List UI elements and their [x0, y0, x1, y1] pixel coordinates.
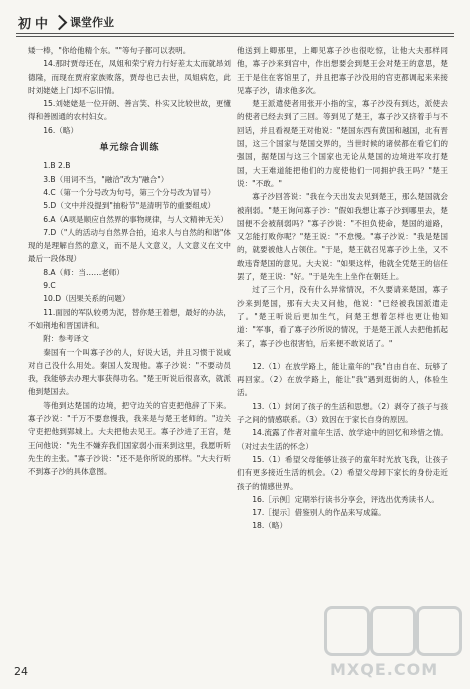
- answer-paragraph: 9.C: [43, 281, 56, 291]
- answer-paragraph: 他送到上卿那里，上卿见寡子沙也很吃惊，让他大夫那样同他，寡子沙来到宫中，作出想要会到楚王会对楚王的意思，楚王于是住在客馆里了，并且把寡子沙没用的官吏都调起来来接见寡子沙，请求他多次。: [237, 46, 448, 95]
- watermark-glyph-box: [370, 606, 416, 656]
- answer-paragraph: 16.［示例］定期举行读书分享会，评选出优秀读书人。: [252, 494, 439, 504]
- answer-paragraph: 4.C（第一个分号改为句号，第三个分号改为冒号）: [43, 187, 216, 197]
- answer-paragraph: 8.A（师：当……老师）: [43, 267, 124, 277]
- page-number: 24: [14, 665, 28, 678]
- watermark-url: MXQE.COM: [330, 660, 439, 679]
- answer-paragraph: 17.［提示］借鉴别人的作品来写成篇。: [252, 508, 386, 518]
- answer-paragraph: 过了三个月，没有什么异常情况，不久要请来楚国，寡子沙来到楚国，那有大夫又问他，他说："已经被我国派遣走了。"楚王听说后更加生气，问楚王想着怎样也更让他知道："军事，看了寡子沙所说的情况，于是楚王派人去把他抓起来了，寡子沙也很害怕，后来便不敢说话了。": [237, 285, 448, 348]
- answer-paragraph: 楚王派遣使者用张开小指的宝，寡子沙没有到达，派使去的使者已经去到了三回。等到见了楚王，寡子沙又挤着手与不回话，并且看视楚王对他说："楚国东西有黄国和越国，北有晋国，这三个国家与楚国交界的，当世时候的诸侯都在看它们的强国，据楚国与这三个国家也无论从楚国的边境进军攻打楚国，大王难道能把他们的力度使他们一同拥护我王吗？"楚王说："不敢。": [237, 99, 448, 188]
- answer-paragraph: 5.D（文中并没提到"抽粉节"是清明节的重要组成）: [43, 201, 216, 211]
- answer-paragraph: 等他到达楚国的边境，把守边关的官吏把他辞了下来。寡子沙说："千万不要怠慢我，我来是与楚王老师的。"边关守吏把他到郢城上。大夫把他去见王。寡子沙进了王宫，楚王问他说："先生不嫌弃我们国家弱小而来到这里，我愿听听先生的主张。"寡子沙说："还不是你所说的那样。"大夫行听不到寡子沙的具体意图。: [28, 400, 231, 477]
- answer-paragraph: 矮一棒，"你给他精个东。""等句子都可以表明。: [28, 46, 191, 55]
- answer-paragraph: 13.（1）封闭了孩子的生活和思想。（2）剥夺了孩子与孩子之间的情感联系。（3）致因在于家长自身的原因。: [237, 401, 448, 425]
- page-header: [18, 10, 114, 34]
- answer-paragraph: 秦国有一个叫寡子沙的人，好说大话，并且习惯于说咸对自己没什么用处。秦国人发现他。寡子沙说："不要动员我，我能够去办理大事获得功名。"楚王听说后很喜欢，就派他到楚国去。: [28, 347, 231, 397]
- answer-paragraph: 14.那时贾母还在，凤姐和荣宁府力行好差太太而就昂刘德隆，而现在贾府家族败落，贾母也已去世，凤姐病危，此时刘姥姥上门却不忘旧情。: [28, 59, 231, 95]
- header-rule: [16, 33, 454, 34]
- answer-paragraph: 15.刘姥姥是一位开朗、善言笑、朴实又比较世故，更懂得和善圆通的农村妇女。: [28, 99, 231, 122]
- answer-paragraph: 18.（略）: [252, 521, 288, 531]
- section-title: 单元综合训练: [99, 143, 160, 154]
- answer-paragraph: 寡子沙回答说："我在今天出发去见到楚王，那么楚国就会被削弱。"楚王询问寡子沙："假如我想让寡子沙到哪里去，楚国便不会被削弱吗？"寡子沙说："不担负使命，楚国的道路，又怎能打败你呢？"楚王说："不怠慢。"寡子沙说："我是楚国的，就要被他人占领住。"于是，楚王就召见寡子沙上坐，又不敢违背楚国的意见。大夫说："如果这样，他就全凭楚王的信任罢了，楚王说："好。"于是先生上坐作在朝廷上。: [237, 192, 448, 282]
- left-column: [28, 44, 231, 479]
- watermark-glyph-box: [324, 606, 370, 656]
- answer-paragraph: 1.B 2.B: [43, 161, 71, 171]
- answer-paragraph: 附：参考译文: [43, 334, 89, 344]
- answer-paragraph: 11.面园的军队较勇为泥，替你楚王着想，最好的办法，不如荆地和晋国讲和。: [28, 307, 231, 330]
- answer-paragraph: 14.流露了作者对童年生活、放学途中的回忆和珍惜之情。（对过去生活的怀念）: [237, 428, 448, 451]
- answer-paragraph: 15.（1）希望父母能够让孩子的童年时光放飞我，让孩子们有更多接近生活的机会。（2）希望父母卸下家长的身份走近孩子的情感世界。: [237, 454, 448, 491]
- answer-paragraph: 3.B（用词不当，"融洽"改为"融合"）: [43, 174, 169, 184]
- answer-paragraph: 12.（1）在放学路上，能让童年的"我"自由自在、玩够了再回家。（2）在放学路上，能让"我"遇到逛街的人，体验生活。: [237, 361, 448, 398]
- watermark-logo: [318, 600, 468, 686]
- header-rule-thin: [16, 36, 454, 37]
- subject-label: 课堂作业: [70, 16, 115, 29]
- answer-paragraph: 7.D（"人的活动与自然界合拍，追求人与自然的和谐"体现的是理解自然的意义，而不是人文意义，人文意义在文中最后一段体现）: [28, 227, 231, 264]
- grade-label: 初中: [18, 16, 53, 32]
- answer-paragraph: 10.D（因果关系的问题）: [43, 294, 130, 304]
- watermark-glyph-box: [416, 606, 462, 656]
- answer-paragraph: 16.（略）: [43, 125, 79, 135]
- right-column: [237, 44, 448, 533]
- answer-paragraph: 6.A（A项是顺应自然界的事物规律，与人文精神无关）: [43, 214, 228, 224]
- chevron-right-icon: [52, 14, 68, 30]
